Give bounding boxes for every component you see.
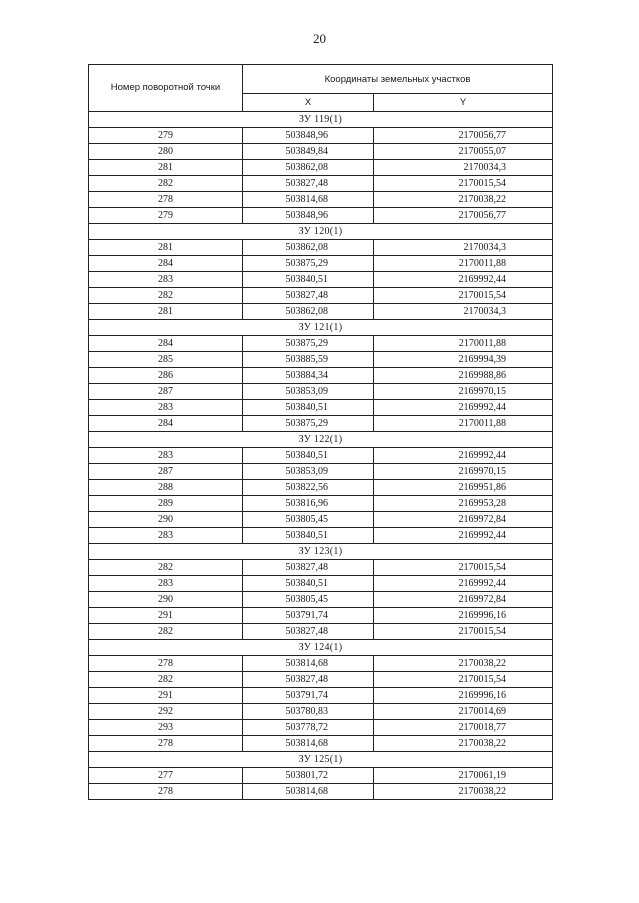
group-title: ЗУ 125(1)	[89, 752, 553, 768]
y-value: 2169992,44	[458, 274, 507, 285]
y-coordinate-cell	[374, 704, 553, 720]
y-coordinate-cell	[374, 736, 553, 752]
y-value: 2169992,44	[458, 450, 507, 461]
y-value: 2170011,88	[458, 338, 507, 349]
y-value: 2170056,77	[458, 210, 507, 221]
y-coordinate-cell	[374, 384, 553, 400]
y-value: 2170055,07	[458, 146, 507, 157]
table-row	[89, 704, 553, 720]
y-coordinate-cell	[374, 160, 553, 176]
point-number-cell: 287	[89, 464, 243, 480]
x-value: 503801,72	[285, 770, 328, 781]
x-value: 503827,48	[285, 674, 328, 685]
x-coordinate-cell	[243, 128, 374, 144]
y-coordinate-cell	[374, 368, 553, 384]
group-row	[89, 640, 553, 656]
group-row	[89, 224, 553, 240]
point-number-cell: 282	[89, 672, 243, 688]
x-coordinate-cell	[243, 512, 374, 528]
y-value: 2169953,28	[458, 498, 507, 509]
y-coordinate-cell	[374, 576, 553, 592]
x-coordinate-cell	[243, 672, 374, 688]
y-value: 2170038,22	[458, 786, 507, 797]
point-number-cell: 283	[89, 448, 243, 464]
point-number-cell: 281	[89, 304, 243, 320]
y-value: 2170061,19	[458, 770, 507, 781]
table-row	[89, 592, 553, 608]
point-number-cell: 283	[89, 272, 243, 288]
point-number-cell: 279	[89, 128, 243, 144]
x-coordinate-cell	[243, 656, 374, 672]
coordinates-table	[88, 64, 553, 800]
point-number-cell: 281	[89, 160, 243, 176]
x-coordinate-cell	[243, 480, 374, 496]
y-coordinate-cell	[374, 448, 553, 464]
y-coordinate-cell	[374, 784, 553, 800]
y-coordinate-cell	[374, 560, 553, 576]
x-value: 503840,51	[285, 402, 328, 413]
table-row	[89, 560, 553, 576]
x-coordinate-cell	[243, 608, 374, 624]
x-value: 503816,96	[285, 498, 328, 509]
x-coordinate-cell	[243, 688, 374, 704]
table-row	[89, 368, 553, 384]
y-coordinate-cell	[374, 768, 553, 784]
x-coordinate-cell	[243, 592, 374, 608]
table-row	[89, 128, 553, 144]
x-value: 503840,51	[285, 578, 328, 589]
y-coordinate-cell	[374, 176, 553, 192]
x-coordinate-cell	[243, 160, 374, 176]
x-coordinate-cell	[243, 288, 374, 304]
point-number-cell: 286	[89, 368, 243, 384]
x-coordinate-cell	[243, 384, 374, 400]
table-row	[89, 784, 553, 800]
group-row	[89, 752, 553, 768]
point-number-cell: 278	[89, 192, 243, 208]
x-value: 503875,29	[285, 338, 328, 349]
x-value: 503853,09	[285, 466, 328, 477]
point-number-cell: 282	[89, 560, 243, 576]
x-value: 503840,51	[285, 274, 328, 285]
x-coordinate-cell	[243, 192, 374, 208]
x-coordinate-cell	[243, 560, 374, 576]
table-row	[89, 512, 553, 528]
point-number-cell: 283	[89, 528, 243, 544]
group-title: ЗУ 122(1)	[89, 432, 553, 448]
y-value: 2169996,16	[458, 690, 507, 701]
y-value: 2170018,77	[458, 722, 507, 733]
x-value: 503814,68	[285, 786, 328, 797]
y-coordinate-cell	[374, 128, 553, 144]
x-value: 503885,59	[285, 354, 328, 365]
y-value: 2169970,15	[458, 386, 507, 397]
y-coordinate-cell	[374, 528, 553, 544]
x-coordinate-cell	[243, 576, 374, 592]
x-coordinate-cell	[243, 368, 374, 384]
y-value: 2169992,44	[458, 578, 507, 589]
y-coordinate-cell	[374, 720, 553, 736]
y-value: 2170038,22	[458, 194, 507, 205]
x-value: 503791,74	[285, 610, 328, 621]
point-number-cell: 291	[89, 688, 243, 704]
table-row	[89, 160, 553, 176]
group-row	[89, 432, 553, 448]
table-row	[89, 384, 553, 400]
x-coordinate-cell	[243, 496, 374, 512]
x-value: 503853,09	[285, 386, 328, 397]
table-row	[89, 352, 553, 368]
group-title: ЗУ 120(1)	[89, 224, 553, 240]
y-coordinate-cell	[374, 272, 553, 288]
y-coordinate-cell	[374, 400, 553, 416]
x-value: 503849,84	[285, 146, 328, 157]
point-number-cell: 290	[89, 592, 243, 608]
y-coordinate-cell	[374, 256, 553, 272]
x-coordinate-cell	[243, 528, 374, 544]
y-value: 2170034,3	[463, 242, 507, 253]
x-value: 503884,34	[285, 370, 328, 381]
table-row	[89, 336, 553, 352]
point-number-cell: 279	[89, 208, 243, 224]
x-value: 503862,08	[285, 306, 328, 317]
x-value: 503814,68	[285, 658, 328, 669]
point-number-cell: 289	[89, 496, 243, 512]
point-number-cell: 282	[89, 288, 243, 304]
table-row	[89, 176, 553, 192]
x-coordinate-cell	[243, 176, 374, 192]
y-coordinate-cell	[374, 192, 553, 208]
group-row	[89, 112, 553, 128]
table-row	[89, 272, 553, 288]
point-number-cell: 284	[89, 336, 243, 352]
table-row	[89, 192, 553, 208]
x-value: 503875,29	[285, 258, 328, 269]
x-coordinate-cell	[243, 720, 374, 736]
table-row	[89, 208, 553, 224]
table-row	[89, 576, 553, 592]
y-coordinate-cell	[374, 656, 553, 672]
y-coordinate-cell	[374, 288, 553, 304]
header-y: Y	[374, 94, 553, 112]
x-value: 503840,51	[285, 530, 328, 541]
y-value: 2169994,39	[458, 354, 507, 365]
point-number-cell: 280	[89, 144, 243, 160]
y-value: 2169988,86	[458, 370, 507, 381]
y-coordinate-cell	[374, 672, 553, 688]
y-value: 2170015,54	[458, 178, 507, 189]
x-value: 503814,68	[285, 194, 328, 205]
table-row	[89, 656, 553, 672]
y-coordinate-cell	[374, 336, 553, 352]
y-value: 2170038,22	[458, 738, 507, 749]
y-value: 2169992,44	[458, 530, 507, 541]
x-value: 503805,45	[285, 514, 328, 525]
y-value: 2170011,88	[458, 258, 507, 269]
table-row	[89, 768, 553, 784]
table-row	[89, 144, 553, 160]
y-value: 2170038,22	[458, 658, 507, 669]
x-coordinate-cell	[243, 416, 374, 432]
y-value: 2170015,54	[458, 290, 507, 301]
group-title: ЗУ 124(1)	[89, 640, 553, 656]
point-number-cell: 287	[89, 384, 243, 400]
x-value: 503791,74	[285, 690, 328, 701]
group-row	[89, 320, 553, 336]
y-value: 2169992,44	[458, 402, 507, 413]
x-coordinate-cell	[243, 240, 374, 256]
y-coordinate-cell	[374, 416, 553, 432]
x-value: 503814,68	[285, 738, 328, 749]
point-number-cell: 292	[89, 704, 243, 720]
point-number-cell: 284	[89, 416, 243, 432]
table-row	[89, 240, 553, 256]
x-value: 503848,96	[285, 210, 328, 221]
y-coordinate-cell	[374, 592, 553, 608]
table-row	[89, 736, 553, 752]
table-row	[89, 448, 553, 464]
table-row	[89, 528, 553, 544]
point-number-cell: 277	[89, 768, 243, 784]
point-number-cell: 281	[89, 240, 243, 256]
y-value: 2169951,86	[458, 482, 507, 493]
point-number-cell: 293	[89, 720, 243, 736]
page-number: 20	[313, 31, 326, 46]
table-row	[89, 688, 553, 704]
x-coordinate-cell	[243, 272, 374, 288]
x-coordinate-cell	[243, 784, 374, 800]
table-body	[89, 112, 553, 800]
point-number-cell: 288	[89, 480, 243, 496]
y-coordinate-cell	[374, 464, 553, 480]
x-coordinate-cell	[243, 352, 374, 368]
y-value: 2169970,15	[458, 466, 507, 477]
y-value: 2170034,3	[463, 306, 507, 317]
point-number-cell: 283	[89, 576, 243, 592]
x-coordinate-cell	[243, 144, 374, 160]
y-coordinate-cell	[374, 144, 553, 160]
table-row	[89, 608, 553, 624]
x-value: 503862,08	[285, 242, 328, 253]
point-number-cell: 278	[89, 656, 243, 672]
point-number-cell: 282	[89, 176, 243, 192]
x-value: 503840,51	[285, 450, 328, 461]
table-row	[89, 672, 553, 688]
y-coordinate-cell	[374, 304, 553, 320]
x-value: 503805,45	[285, 594, 328, 605]
x-value: 503822,56	[285, 482, 328, 493]
y-value: 2170011,88	[458, 418, 507, 429]
x-coordinate-cell	[243, 208, 374, 224]
x-coordinate-cell	[243, 624, 374, 640]
header-coordinates: Координаты земельных участков	[243, 65, 553, 94]
group-title: ЗУ 123(1)	[89, 544, 553, 560]
y-coordinate-cell	[374, 624, 553, 640]
y-coordinate-cell	[374, 496, 553, 512]
y-value: 2169972,84	[458, 514, 507, 525]
table-row	[89, 720, 553, 736]
x-coordinate-cell	[243, 704, 374, 720]
y-value: 2169972,84	[458, 594, 507, 605]
x-coordinate-cell	[243, 464, 374, 480]
x-value: 503862,08	[285, 162, 328, 173]
x-value: 503875,29	[285, 418, 328, 429]
point-number-cell: 278	[89, 736, 243, 752]
x-coordinate-cell	[243, 448, 374, 464]
x-coordinate-cell	[243, 736, 374, 752]
table-row	[89, 624, 553, 640]
x-value: 503778,72	[285, 722, 328, 733]
point-number-cell: 284	[89, 256, 243, 272]
table-row	[89, 400, 553, 416]
table-row	[89, 496, 553, 512]
table-row	[89, 288, 553, 304]
y-value: 2170034,3	[463, 162, 507, 173]
x-coordinate-cell	[243, 400, 374, 416]
y-coordinate-cell	[374, 352, 553, 368]
table-row	[89, 304, 553, 320]
y-value: 2169996,16	[458, 610, 507, 621]
y-value: 2170015,54	[458, 674, 507, 685]
point-number-cell: 291	[89, 608, 243, 624]
header-point-number: Номер поворотной точки	[89, 65, 243, 112]
x-value: 503827,48	[285, 562, 328, 573]
point-number-cell: 290	[89, 512, 243, 528]
y-value: 2170015,54	[458, 562, 507, 573]
table-row	[89, 480, 553, 496]
y-coordinate-cell	[374, 240, 553, 256]
header-x: X	[243, 94, 374, 112]
table-row	[89, 416, 553, 432]
y-value: 2170015,54	[458, 626, 507, 637]
x-value: 503827,48	[285, 290, 328, 301]
x-value: 503827,48	[285, 626, 328, 637]
x-coordinate-cell	[243, 304, 374, 320]
x-coordinate-cell	[243, 336, 374, 352]
group-title: ЗУ 121(1)	[89, 320, 553, 336]
y-coordinate-cell	[374, 208, 553, 224]
y-coordinate-cell	[374, 608, 553, 624]
y-value: 2170056,77	[458, 130, 507, 141]
x-value: 503780,83	[285, 706, 328, 717]
x-value: 503848,96	[285, 130, 328, 141]
y-coordinate-cell	[374, 512, 553, 528]
x-coordinate-cell	[243, 768, 374, 784]
point-number-cell: 285	[89, 352, 243, 368]
y-coordinate-cell	[374, 688, 553, 704]
point-number-cell: 283	[89, 400, 243, 416]
group-title: ЗУ 119(1)	[89, 112, 553, 128]
x-value: 503827,48	[285, 178, 328, 189]
group-row	[89, 544, 553, 560]
y-coordinate-cell	[374, 480, 553, 496]
table-row	[89, 464, 553, 480]
point-number-cell: 278	[89, 784, 243, 800]
point-number-cell: 282	[89, 624, 243, 640]
table-row	[89, 256, 553, 272]
y-value: 2170014,69	[458, 706, 507, 717]
x-coordinate-cell	[243, 256, 374, 272]
